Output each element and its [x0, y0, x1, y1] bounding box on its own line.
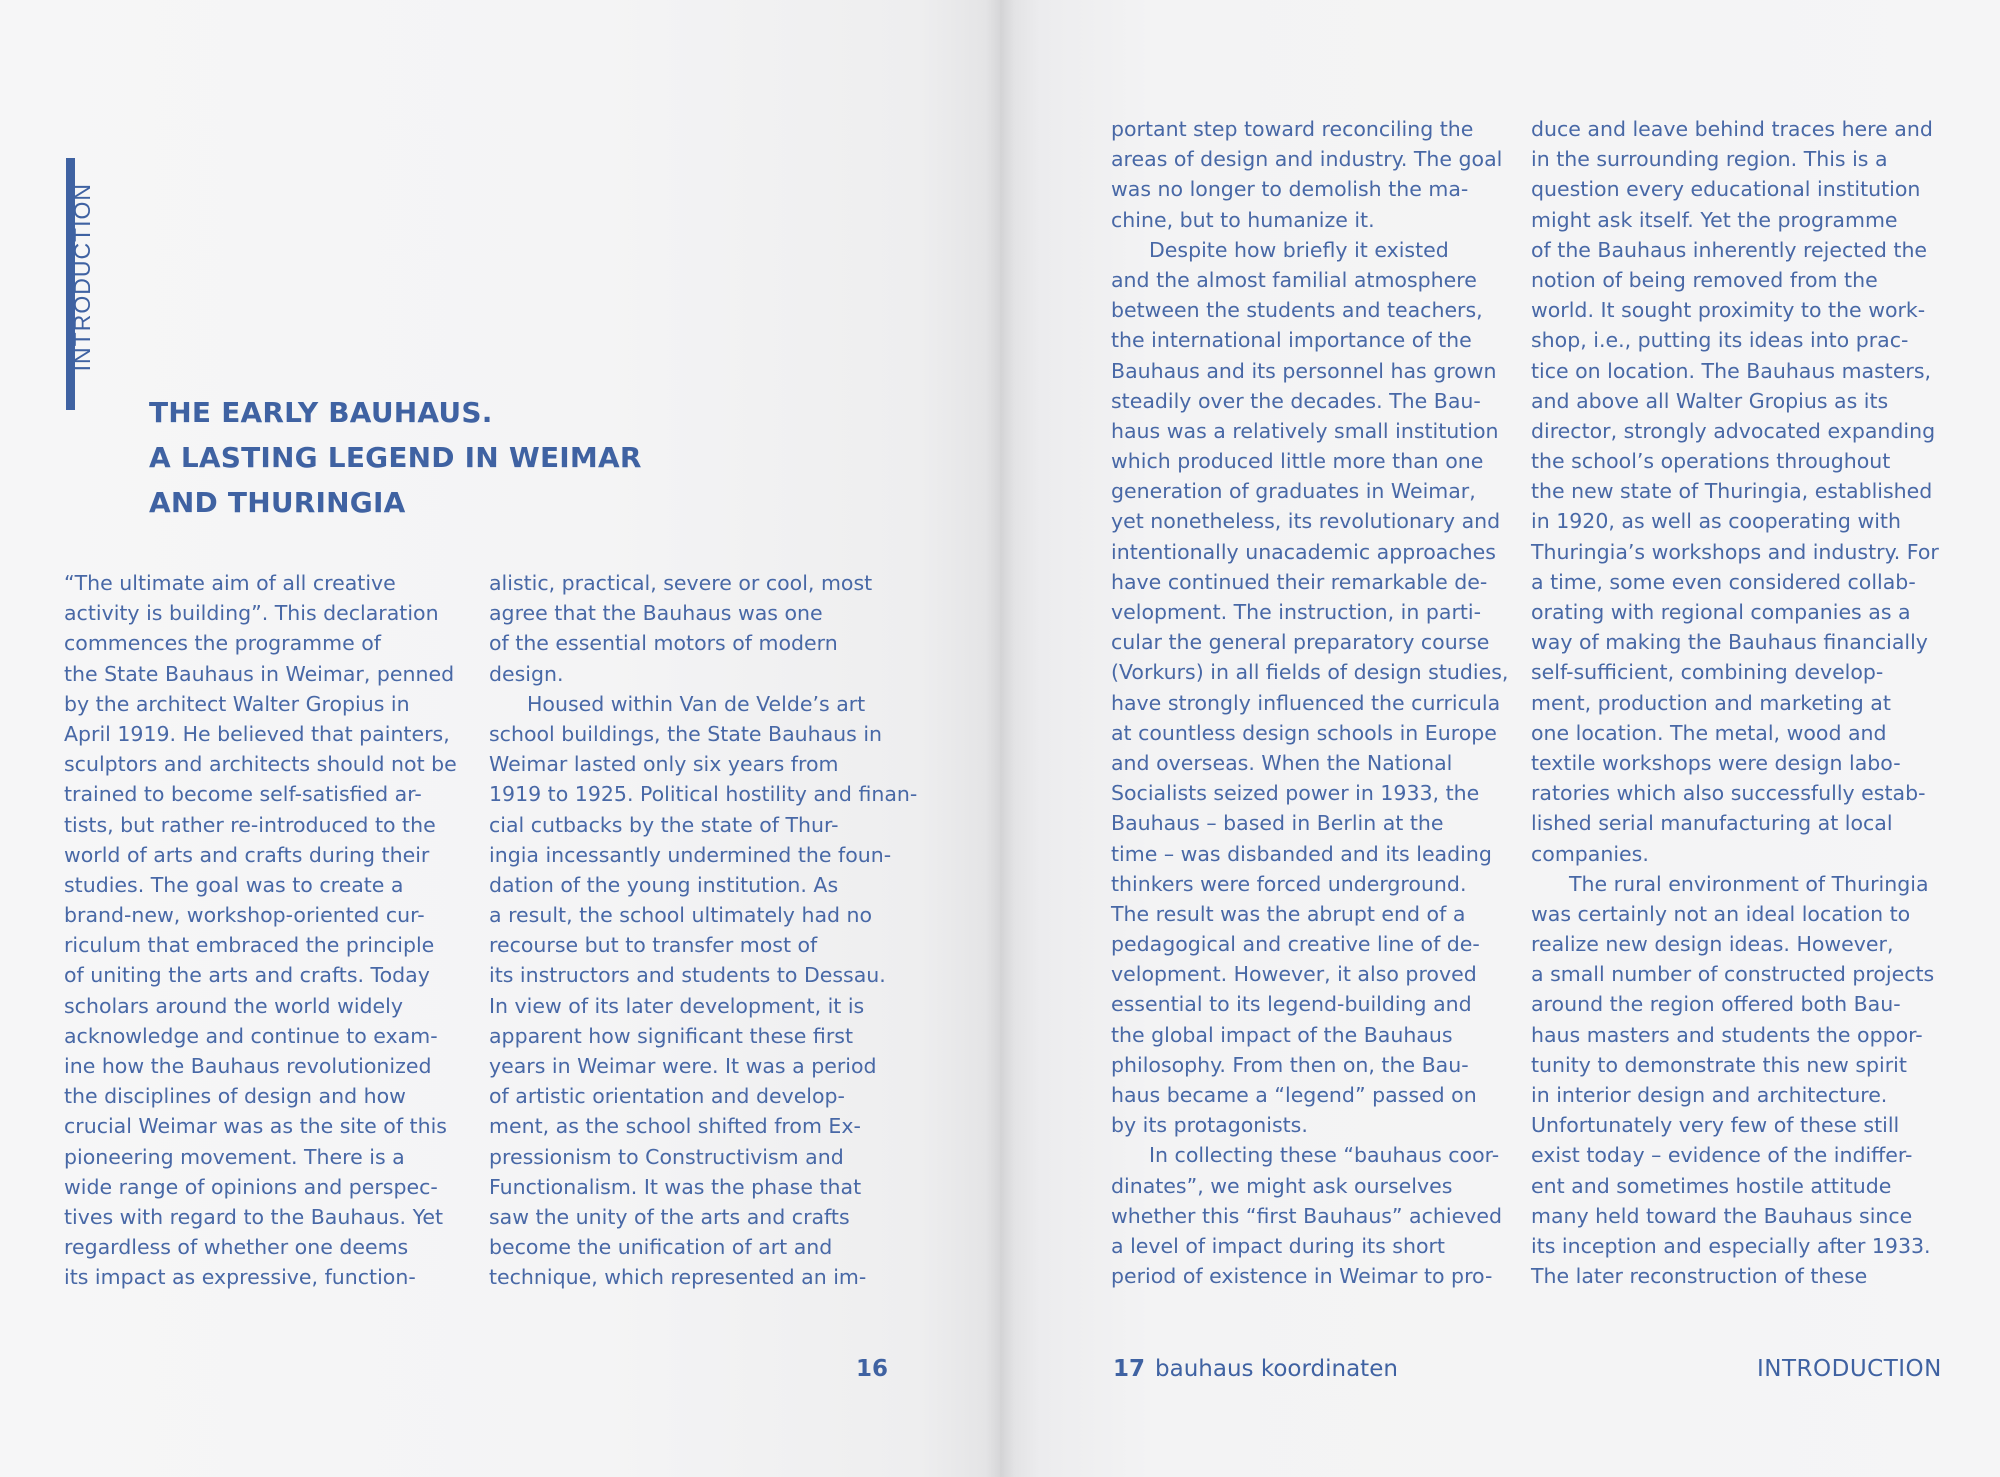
- text-line: thinkers were forced underground.: [1111, 871, 1467, 896]
- text-line: apparent how significant these first: [489, 1023, 853, 1048]
- text-line: steadily over the decades. The Bau-: [1111, 388, 1481, 413]
- text-line: Unfortunately very few of these still: [1531, 1113, 1900, 1138]
- text-line: time – was disbanded and its leading: [1111, 841, 1492, 866]
- text-line: become the unification of art and: [489, 1235, 833, 1260]
- text-line: ent and sometimes hostile attitude: [1531, 1173, 1892, 1198]
- text-line: Weimar lasted only six years from: [489, 752, 839, 777]
- section-side-label: INTRODUCTION: [69, 183, 95, 372]
- text-line: (Vorkurs) in all fields of design studies,: [1111, 660, 1509, 685]
- text-line: philosophy. From then on, the Bau-: [1111, 1052, 1469, 1077]
- text-line: regardless of whether one deems: [64, 1235, 409, 1260]
- text-line: haus became a “legend” passed on: [1111, 1083, 1477, 1107]
- text-line: was no longer to demolish the ma-: [1111, 177, 1469, 202]
- text-line: Housed within Van de Velde’s art: [527, 691, 866, 716]
- text-line: and overseas. When the National: [1111, 750, 1453, 775]
- text-line: world. It sought proximity to the work-: [1531, 298, 1926, 323]
- text-line: The rural environment of Thuringia: [1569, 871, 1929, 896]
- text-line: tists, but rather re-introduced to the: [64, 812, 436, 837]
- text-line: intentionally unacademic approaches: [1111, 539, 1496, 564]
- text-line: chine, but to humanize it.: [1111, 207, 1375, 232]
- text-line: might ask itself. Yet the programme: [1531, 207, 1898, 232]
- text-line: wide range of opinions and perspec-: [64, 1174, 438, 1199]
- text-line: of the Bauhaus inherently rejected the: [1531, 237, 1928, 262]
- text-column-2: [489, 568, 918, 1293]
- footer-section-label: INTRODUCTION: [1757, 1356, 1942, 1382]
- text-line: companies.: [1531, 841, 1649, 866]
- text-line: period of existence in Weimar to pro-: [1111, 1264, 1493, 1289]
- text-line: one location. The metal, wood and: [1531, 720, 1887, 745]
- text-line: duce and leave behind traces here and: [1531, 117, 1933, 141]
- text-line: studies. The goal was to create a: [64, 872, 404, 897]
- text-line: tives with regard to the Bauhaus. Yet: [64, 1204, 444, 1229]
- text-line: ratories which also successfully estab-: [1531, 781, 1926, 806]
- text-line: and above all Walter Gropius as its: [1531, 388, 1889, 413]
- text-line: question every educational institution: [1531, 177, 1921, 202]
- text-line: Despite how briefly it existed: [1149, 237, 1449, 262]
- text-line: of artistic orientation and develop-: [489, 1084, 845, 1109]
- text-line: the new state of Thuringia, established: [1531, 479, 1933, 504]
- text-line: of uniting the arts and crafts. Today: [64, 963, 430, 988]
- text-line: between the students and teachers,: [1111, 298, 1483, 323]
- text-line: at countless design schools in Europe: [1111, 720, 1497, 745]
- text-line: pressionism to Constructivism and: [489, 1144, 844, 1169]
- text-line: 1919 to 1925. Political hostility and finan-: [489, 782, 918, 807]
- text-line: “The ultimate aim of all creative: [64, 571, 396, 595]
- heading-line: THE EARLY BAUHAUS.: [149, 396, 493, 429]
- text-line: velopment. However, it also proved: [1111, 962, 1477, 987]
- text-line: have strongly influenced the curricula: [1111, 690, 1501, 715]
- text-line: design.: [489, 661, 564, 686]
- text-line: was certainly not an ideal location to: [1531, 901, 1911, 926]
- text-line: dinates”, we might ask ourselves: [1111, 1173, 1453, 1198]
- heading-line: AND THURINGIA: [149, 486, 406, 519]
- text-line: trained to become self-satisfied ar-: [64, 782, 422, 807]
- text-line: cular the general preparatory course: [1111, 630, 1490, 655]
- text-line: Functionalism. It was the phase that: [489, 1174, 862, 1199]
- text-line: the disciplines of design and how: [64, 1084, 406, 1109]
- text-line: the global impact of the Bauhaus: [1111, 1022, 1453, 1047]
- text-line: generation of graduates in Weimar,: [1111, 479, 1476, 504]
- text-line: ment, production and marketing at: [1531, 690, 1891, 715]
- text-line: The result was the abrupt end of a: [1111, 901, 1466, 926]
- text-line: cial cutbacks by the state of Thur-: [489, 812, 839, 837]
- text-line: pedagogical and creative line of de-: [1111, 932, 1480, 957]
- text-line: portant step toward reconciling the: [1111, 117, 1474, 141]
- text-line: which produced little more than one: [1111, 449, 1484, 474]
- text-line: scholars around the world widely: [64, 993, 404, 1018]
- text-line: riculum that embraced the principle: [64, 933, 435, 958]
- text-line: shop, i.e., putting its ideas into prac-: [1531, 328, 1909, 353]
- text-line: dation of the young institution. As: [489, 872, 839, 897]
- text-line: In view of its later development, it is: [489, 993, 865, 1018]
- text-line: In collecting these “bauhaus coor-: [1149, 1143, 1500, 1168]
- text-line: April 1919. He believed that painters,: [64, 721, 450, 746]
- text-line: way of making the Bauhaus financially: [1531, 630, 1928, 655]
- heading-line: A LASTING LEGEND IN WEIMAR: [149, 441, 642, 474]
- text-line: velopment. The instruction, in parti-: [1111, 600, 1482, 624]
- text-line: a small number of constructed projects: [1531, 962, 1935, 987]
- text-line: saw the unity of the arts and crafts: [489, 1204, 850, 1229]
- text-line: brand-new, workshop-oriented cur-: [64, 903, 425, 928]
- text-line: whether this “first Bauhaus” achieved: [1111, 1203, 1502, 1228]
- text-line: a level of impact during its short: [1111, 1233, 1445, 1258]
- text-line: technique, which represented an im-: [489, 1265, 867, 1290]
- text-line: The later reconstruction of these: [1531, 1264, 1868, 1289]
- text-line: realize new design ideas. However,: [1531, 932, 1894, 957]
- text-line: in interior design and architecture.: [1531, 1083, 1888, 1107]
- text-line: acknowledge and continue to exam-: [64, 1023, 438, 1048]
- right-page-number: 17: [1113, 1356, 1146, 1382]
- text-line: crucial Weimar was as the site of this: [64, 1114, 447, 1139]
- text-line: and the almost familial atmosphere: [1111, 267, 1477, 292]
- text-line: the school’s operations throughout: [1531, 449, 1891, 474]
- text-line: ment, as the school shifted from Ex-: [489, 1114, 861, 1139]
- text-line: lished serial manufacturing at local: [1531, 811, 1893, 836]
- left-page-number: 16: [856, 1356, 889, 1382]
- text-line: ingia incessantly undermined the foun-: [489, 842, 892, 867]
- text-line: activity is building”. This declaration: [64, 601, 439, 626]
- text-line: the State Bauhaus in Weimar, penned: [64, 661, 455, 686]
- text-line: orating with regional companies as a: [1531, 600, 1911, 624]
- text-line: notion of being removed from the: [1531, 267, 1878, 292]
- text-line: tice on location. The Bauhaus masters,: [1531, 358, 1932, 383]
- text-line: Socialists seized power in 1933, the: [1111, 781, 1480, 806]
- right-footer: [1113, 1356, 1398, 1382]
- text-column-3: [1111, 114, 1531, 1291]
- text-line: its inception and especially after 1933.: [1531, 1233, 1931, 1258]
- chapter-heading: [149, 390, 769, 525]
- text-line: its instructors and students to Dessau.: [489, 963, 886, 988]
- text-line: tunity to demonstrate this new spirit: [1531, 1052, 1907, 1077]
- text-line: haus masters and students the oppor-: [1531, 1022, 1923, 1047]
- text-line: commences the programme of: [64, 631, 381, 656]
- text-line: its impact as expressive, function-: [64, 1265, 416, 1290]
- text-line: Bauhaus – based in Berlin at the: [1111, 811, 1444, 836]
- text-line: a time, some even considered collab-: [1531, 569, 1916, 594]
- text-line: many held toward the Bauhaus since: [1531, 1203, 1913, 1228]
- text-line: alistic, practical, severe or cool, most: [489, 571, 873, 595]
- publication-title: bauhaus koordinaten: [1155, 1356, 1398, 1382]
- text-line: ine how the Bauhaus revolutionized: [64, 1054, 432, 1078]
- text-line: recourse but to transfer most of: [489, 933, 818, 958]
- book-gutter: [985, 0, 1015, 1477]
- text-line: sculptors and architects should not be: [64, 752, 457, 777]
- text-line: by the architect Walter Gropius in: [64, 691, 410, 716]
- text-line: haus was a relatively small institution: [1111, 418, 1499, 443]
- text-line: a result, the school ultimately had no: [489, 903, 873, 928]
- text-line: world of arts and crafts during their: [64, 842, 430, 867]
- text-line: by its protagonists.: [1111, 1113, 1308, 1138]
- text-line: in the surrounding region. This is a: [1531, 147, 1888, 172]
- text-line: yet nonetheless, its revolutionary and: [1111, 509, 1501, 534]
- text-line: have continued their remarkable de-: [1111, 569, 1488, 594]
- text-line: the international importance of the: [1111, 328, 1472, 353]
- text-column-1: [64, 568, 484, 1293]
- text-line: years in Weimar were. It was a period: [489, 1054, 877, 1078]
- text-line: in 1920, as well as cooperating with: [1531, 509, 1901, 534]
- text-line: director, strongly advocated expanding: [1531, 418, 1936, 443]
- text-line: essential to its legend-building and: [1111, 992, 1472, 1017]
- text-line: agree that the Bauhaus was one: [489, 601, 823, 626]
- text-line: of the essential motors of modern: [489, 631, 838, 656]
- text-line: self-sufficient, combining develop-: [1531, 660, 1884, 685]
- text-line: school buildings, the State Bauhaus in: [489, 721, 883, 746]
- text-line: pioneering movement. There is a: [64, 1144, 405, 1169]
- text-column-4: [1531, 114, 1951, 1291]
- text-line: Thuringia’s workshops and industry. For: [1531, 539, 1939, 564]
- text-line: textile workshops were design labo-: [1531, 750, 1901, 775]
- text-line: Bauhaus and its personnel has grown: [1111, 358, 1497, 383]
- text-line: exist today – evidence of the indiffer-: [1531, 1143, 1913, 1168]
- text-line: around the region offered both Bau-: [1531, 992, 1901, 1017]
- text-line: areas of design and industry. The goal: [1111, 147, 1503, 172]
